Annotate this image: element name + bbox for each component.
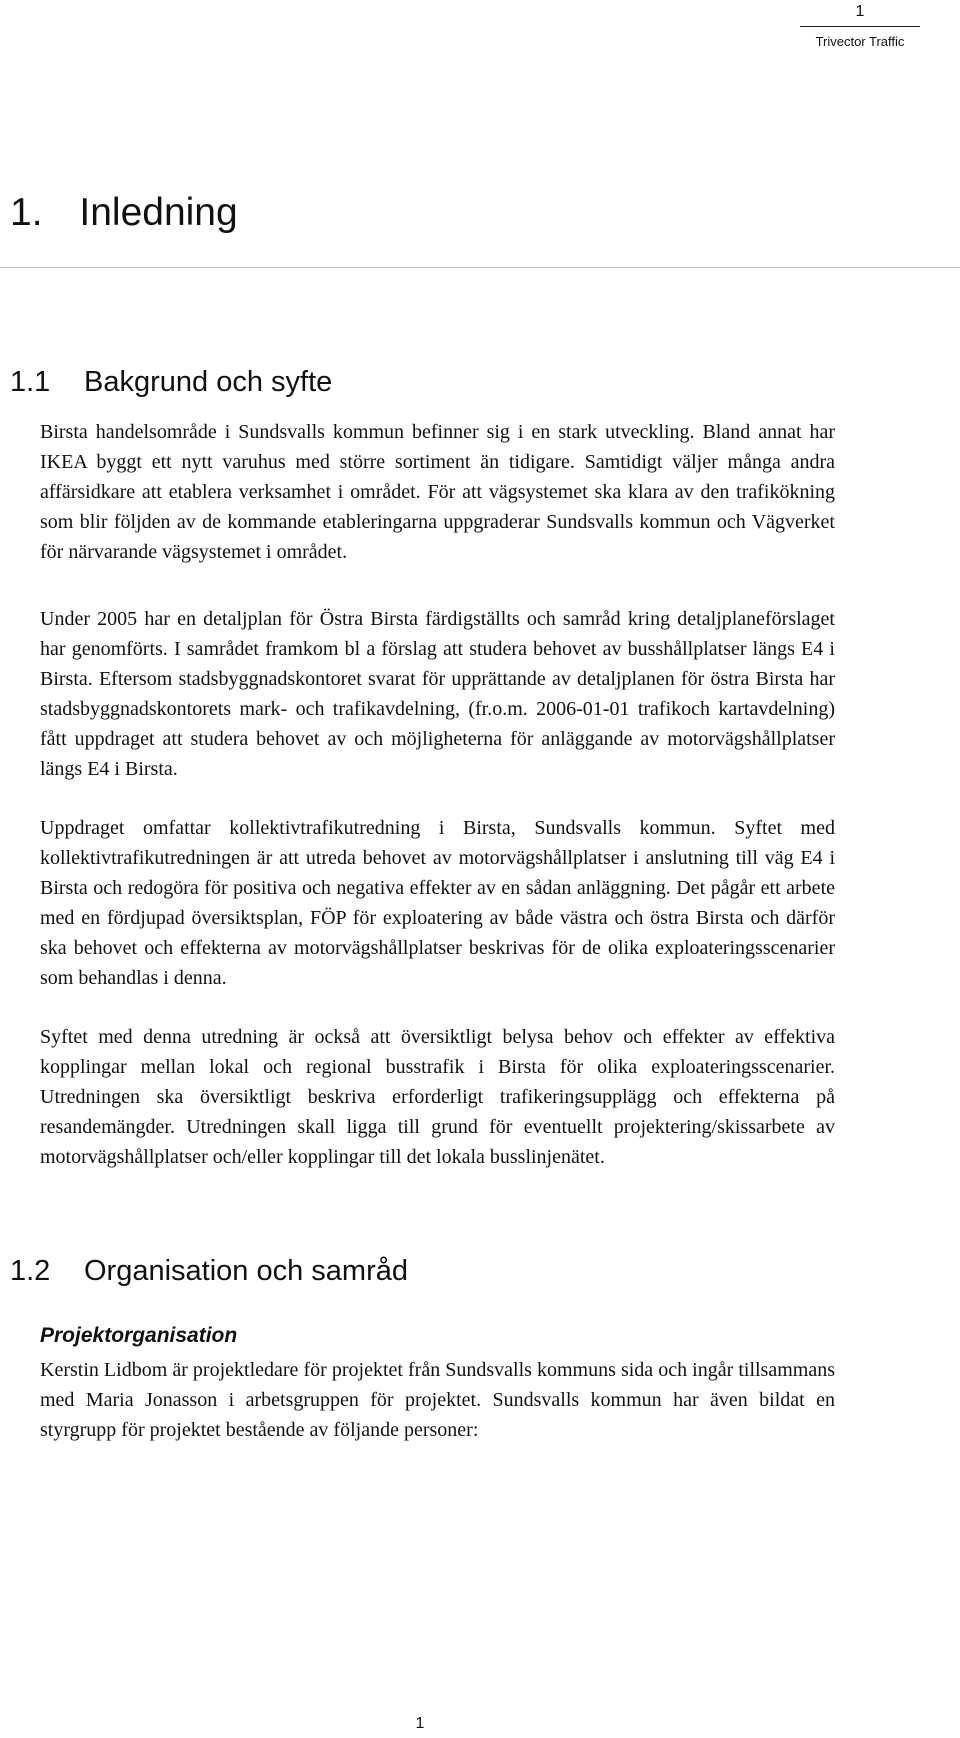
chapter-number: 1. [10, 191, 43, 234]
chapter-title: Inledning [79, 191, 238, 234]
section-heading-1-1 [10, 364, 332, 400]
paragraph: Kerstin Lidbom är projektledare för projektet från Sundsvalls kommuns sida och ingår tillsammans med Maria Jonasson i arbetsgruppen för projektet. Sundsvalls kommun har även bildat en styrgrupp för projektet bestående av följande personer: [40, 1359, 835, 1441]
section-number: 1.1 [10, 366, 51, 398]
paragraph: Under 2005 har en detaljplan för Östra Birsta färdigställts och samråd kring detaljplaneförslaget har genomförts. I samrådet framkom bl a förslag att studera behovet av busshållplatser längs E4 i Birsta. Eftersom stadsbyggnadskontoret svarat för upprättande av detaljplanen för östra Birsta har stadsbyggnadskontorets mark- och trafikavdelning, (fr.o.m. 2006-01-01 trafikoch kartavdelning) fått uppdraget att studera behovet av och möjligheterna för anläggande av motorvägshållplatser längs E4 i Birsta. [40, 608, 835, 780]
header-organization: Trivector Traffic [815, 34, 905, 49]
section-title: Bakgrund och syfte [84, 366, 333, 398]
paragraph: Syftet med denna utredning är också att översiktligt belysa behov och effekter av effektiva kopplingar mellan lokal och regional busstrafik i Birsta för olika exploateringsscenarier. Utredningen ska översiktligt beskriva erforderligt trafikeringsupplägg och effekterna på resandemängder. Utredningen skall ligga till grund för eventuellt projektering/skissarbete av motorvägshållplatser och/eller kopplingar till det lokala busslinjenätet. [40, 1026, 835, 1168]
header-page-number: 1 [800, 2, 920, 27]
subheading-projektorganisation: Projektorganisation [40, 1324, 238, 1347]
chapter-heading [10, 190, 238, 236]
paragraph: Birsta handelsområde i Sundsvalls kommun befinner sig i en stark utveckling. Bland annat har IKEA byggt ett nytt varuhus med större sortiment än tidigare. Samtidigt väljer många andra affärsidkare att etablera verksamhet i området. För att vägsystemet ska klara av den trafikökning som blir följden av de kommande etableringarna uppgraderar Sundsvalls kommun och Vägverket för närvarande vägsystemet i området. [40, 421, 835, 563]
section-number: 1.2 [10, 1255, 51, 1287]
footer-page-number: 1 [415, 1715, 425, 1732]
section-title: Organisation och samråd [84, 1255, 408, 1287]
chapter-divider [0, 267, 960, 268]
paragraph: Uppdraget omfattar kollektivtrafikutredning i Birsta, Sundsvalls kommun. Syftet med kollektivtrafikutredningen är att utreda behovet av motorvägshållplatser i anslutning till väg E4 i Birsta och redogöra för positiva och negativa effekter av en sådan anläggning. Det pågår ett arbete med en fördjupad översiktsplan, FÖP för exploatering av både västra och östra Birsta och därför ska behovet och effekterna av motorvägshållplatser beskrivas för de olika exploateringsscenarier som behandlas i denna. [40, 817, 835, 989]
page-header [800, 0, 920, 51]
section-heading-1-2 [10, 1253, 408, 1289]
